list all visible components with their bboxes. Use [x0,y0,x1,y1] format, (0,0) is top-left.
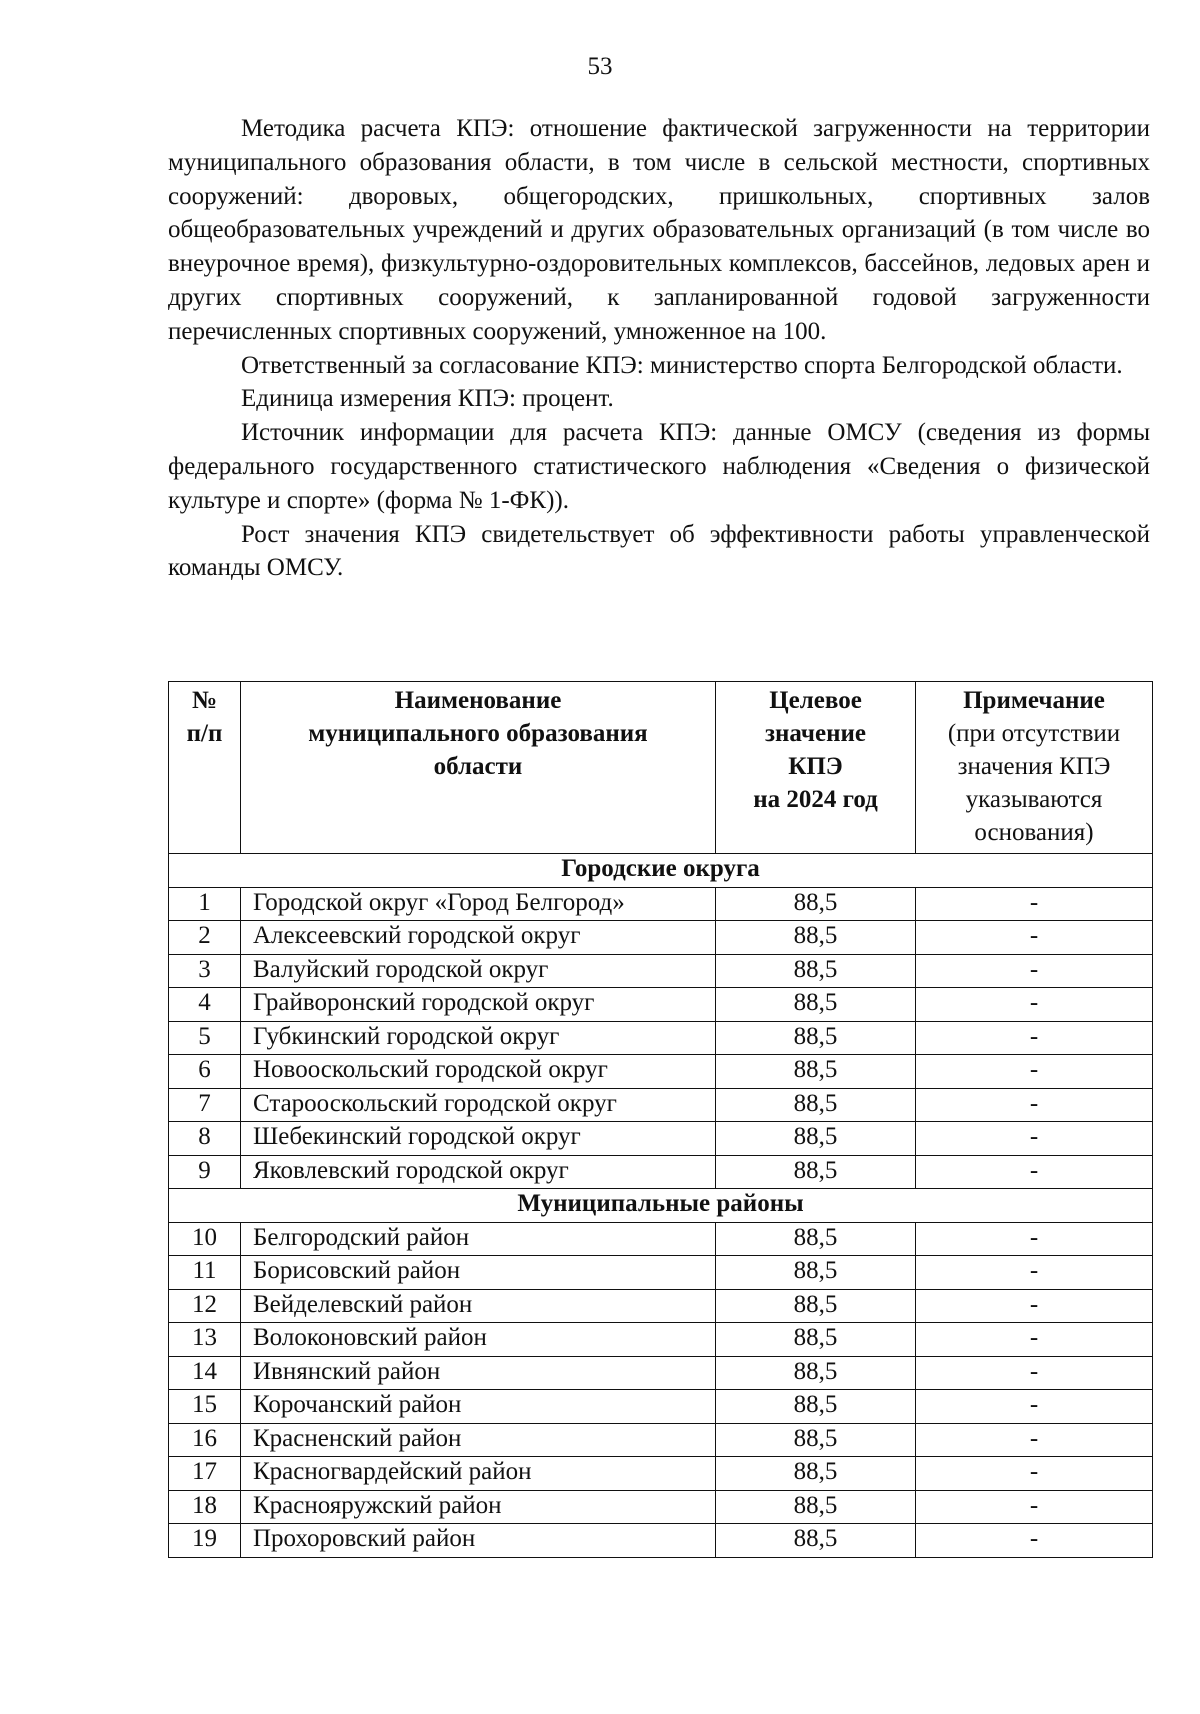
row-name: Ивнянский район [241,1356,716,1390]
table-row [169,1021,1153,1055]
row-name: Прохоровский район [241,1524,716,1558]
table-row [169,1490,1153,1524]
section-title: Муниципальные районы [169,1189,1153,1223]
section-row [169,854,1153,888]
row-value: 88,5 [716,1457,916,1491]
table-row [169,1356,1153,1390]
header-name-line: муниципального образования [308,720,648,747]
table-row [169,1423,1153,1457]
row-number: 13 [169,1323,241,1357]
row-note: - [916,1122,1153,1156]
row-number: 10 [169,1222,241,1256]
row-note: - [916,1222,1153,1256]
table-row [169,1457,1153,1491]
table-header-row [169,682,1153,854]
row-value: 88,5 [716,1524,916,1558]
row-number: 18 [169,1490,241,1524]
row-note: - [916,887,1153,921]
row-value: 88,5 [716,1222,916,1256]
table-row [169,1323,1153,1357]
row-value: 88,5 [716,1122,916,1156]
row-value: 88,5 [716,954,916,988]
row-note: - [916,921,1153,955]
row-number: 6 [169,1055,241,1089]
table-row [169,1055,1153,1089]
row-name: Шебекинский городской округ [241,1122,716,1156]
row-name: Старооскольский городской округ [241,1088,716,1122]
row-note: - [916,1524,1153,1558]
row-value: 88,5 [716,1423,916,1457]
row-value: 88,5 [716,1323,916,1357]
paragraph-methodology: Методика расчета КПЭ: отношение фактической загруженности на территории муниципального образования области, в том числе в сельской местности, спортивных сооружений: дворовых, общегородских, пришкольных, спортивных залов общеобразовательных учреждений и других образовательных организаций (в том числе во внеурочное время), физкультурно-оздоровительных комплексов, бассейнов, ледовых арен и других спортивных сооружений, к запланированной годовой загруженности перечисленных спортивных сооружений, умноженное на 100. [168,115,1150,345]
row-number: 16 [169,1423,241,1457]
row-number: 7 [169,1088,241,1122]
row-name: Волоконовский район [241,1323,716,1357]
row-value: 88,5 [716,1289,916,1323]
table-row [169,921,1153,955]
kpi-table [168,681,1153,1558]
header-name-line: Наименование [394,687,562,714]
row-name: Красненский район [241,1423,716,1457]
table-row [169,1256,1153,1290]
table-row [169,954,1153,988]
row-note: - [916,1021,1153,1055]
table-body [169,854,1153,1558]
row-note: - [916,1490,1153,1524]
table-row [169,887,1153,921]
table-row [169,1222,1153,1256]
row-name: Белгородский район [241,1222,716,1256]
row-note: - [916,1055,1153,1089]
row-note: - [916,988,1153,1022]
section-title: Городские округа [169,854,1153,888]
row-value: 88,5 [716,1390,916,1424]
row-name: Краснояружский район [241,1490,716,1524]
row-number: 3 [169,954,241,988]
row-note: - [916,1323,1153,1357]
header-note [916,682,1153,854]
row-name: Корочанский район [241,1390,716,1424]
row-value: 88,5 [716,1356,916,1390]
page-number: 53 [587,53,613,80]
table-row [169,1122,1153,1156]
row-name: Вейделевский район [241,1289,716,1323]
row-value: 88,5 [716,1088,916,1122]
row-name: Красногвардейский район [241,1457,716,1491]
header-target-line: Целевое [769,687,862,714]
row-note: - [916,1457,1153,1491]
row-value: 88,5 [716,1256,916,1290]
header-note-title: Примечание [963,687,1105,714]
section-row [169,1189,1153,1223]
row-number: 1 [169,887,241,921]
row-value: 88,5 [716,1155,916,1189]
row-value: 88,5 [716,988,916,1022]
table-row [169,988,1153,1022]
paragraph-source: Источник информации для расчета КПЭ: данные ОМСУ (сведения из формы федерального государственного статистического наблюдения «Сведения о физической культуре и спорте» (форма № 1-ФК)). [168,419,1150,514]
header-note-line: основания) [974,819,1094,846]
row-value: 88,5 [716,1490,916,1524]
row-value: 88,5 [716,1021,916,1055]
row-note: - [916,1256,1153,1290]
header-num [169,682,241,854]
row-value: 88,5 [716,921,916,955]
table-row [169,1289,1153,1323]
text-block [168,112,1150,585]
header-target-line: значение [764,720,867,747]
row-name: Алексеевский городской округ [241,921,716,955]
row-name: Борисовский район [241,1256,716,1290]
row-name: Валуйский городской округ [241,954,716,988]
header-target [716,682,916,854]
row-note: - [916,954,1153,988]
header-note-line: указываются [965,786,1103,813]
header-target-line: на 2024 год [753,786,878,813]
row-name: Яковлевский городской округ [241,1155,716,1189]
row-note: - [916,1423,1153,1457]
table-row [169,1524,1153,1558]
paragraph-growth: Рост значения КПЭ свидетельствует об эффективности работы управленческой команды ОМСУ. [168,520,1150,582]
header-note-line: значения КПЭ [957,753,1111,780]
row-number: 9 [169,1155,241,1189]
table-row [169,1155,1153,1189]
row-number: 11 [169,1256,241,1290]
row-number: 8 [169,1122,241,1156]
row-note: - [916,1088,1153,1122]
paragraph-unit: Единица измерения КПЭ: процент. [241,385,614,413]
paragraph-responsible: Ответственный за согласование КПЭ: министерство спорта Белгородской области. [241,351,1123,379]
row-number: 14 [169,1356,241,1390]
row-number: 17 [169,1457,241,1491]
header-target-line: КПЭ [788,753,843,780]
row-number: 12 [169,1289,241,1323]
row-name: Городской округ «Город Белгород» [241,887,716,921]
header-num-line: № [191,687,218,714]
row-note: - [916,1356,1153,1390]
header-name-line: области [433,753,523,780]
row-number: 2 [169,921,241,955]
table-row [169,1390,1153,1424]
table-row [169,1088,1153,1122]
row-value: 88,5 [716,887,916,921]
header-note-line: (при отсутствии [947,720,1121,747]
row-number: 15 [169,1390,241,1424]
row-note: - [916,1390,1153,1424]
row-number: 19 [169,1524,241,1558]
row-name: Губкинский городской округ [241,1021,716,1055]
row-number: 4 [169,988,241,1022]
header-num-line: п/п [186,720,223,747]
row-note: - [916,1155,1153,1189]
row-note: - [916,1289,1153,1323]
row-value: 88,5 [716,1055,916,1089]
row-name: Грайворонский городской округ [241,988,716,1022]
header-name [241,682,716,854]
row-name: Новооскольский городской округ [241,1055,716,1089]
row-number: 5 [169,1021,241,1055]
